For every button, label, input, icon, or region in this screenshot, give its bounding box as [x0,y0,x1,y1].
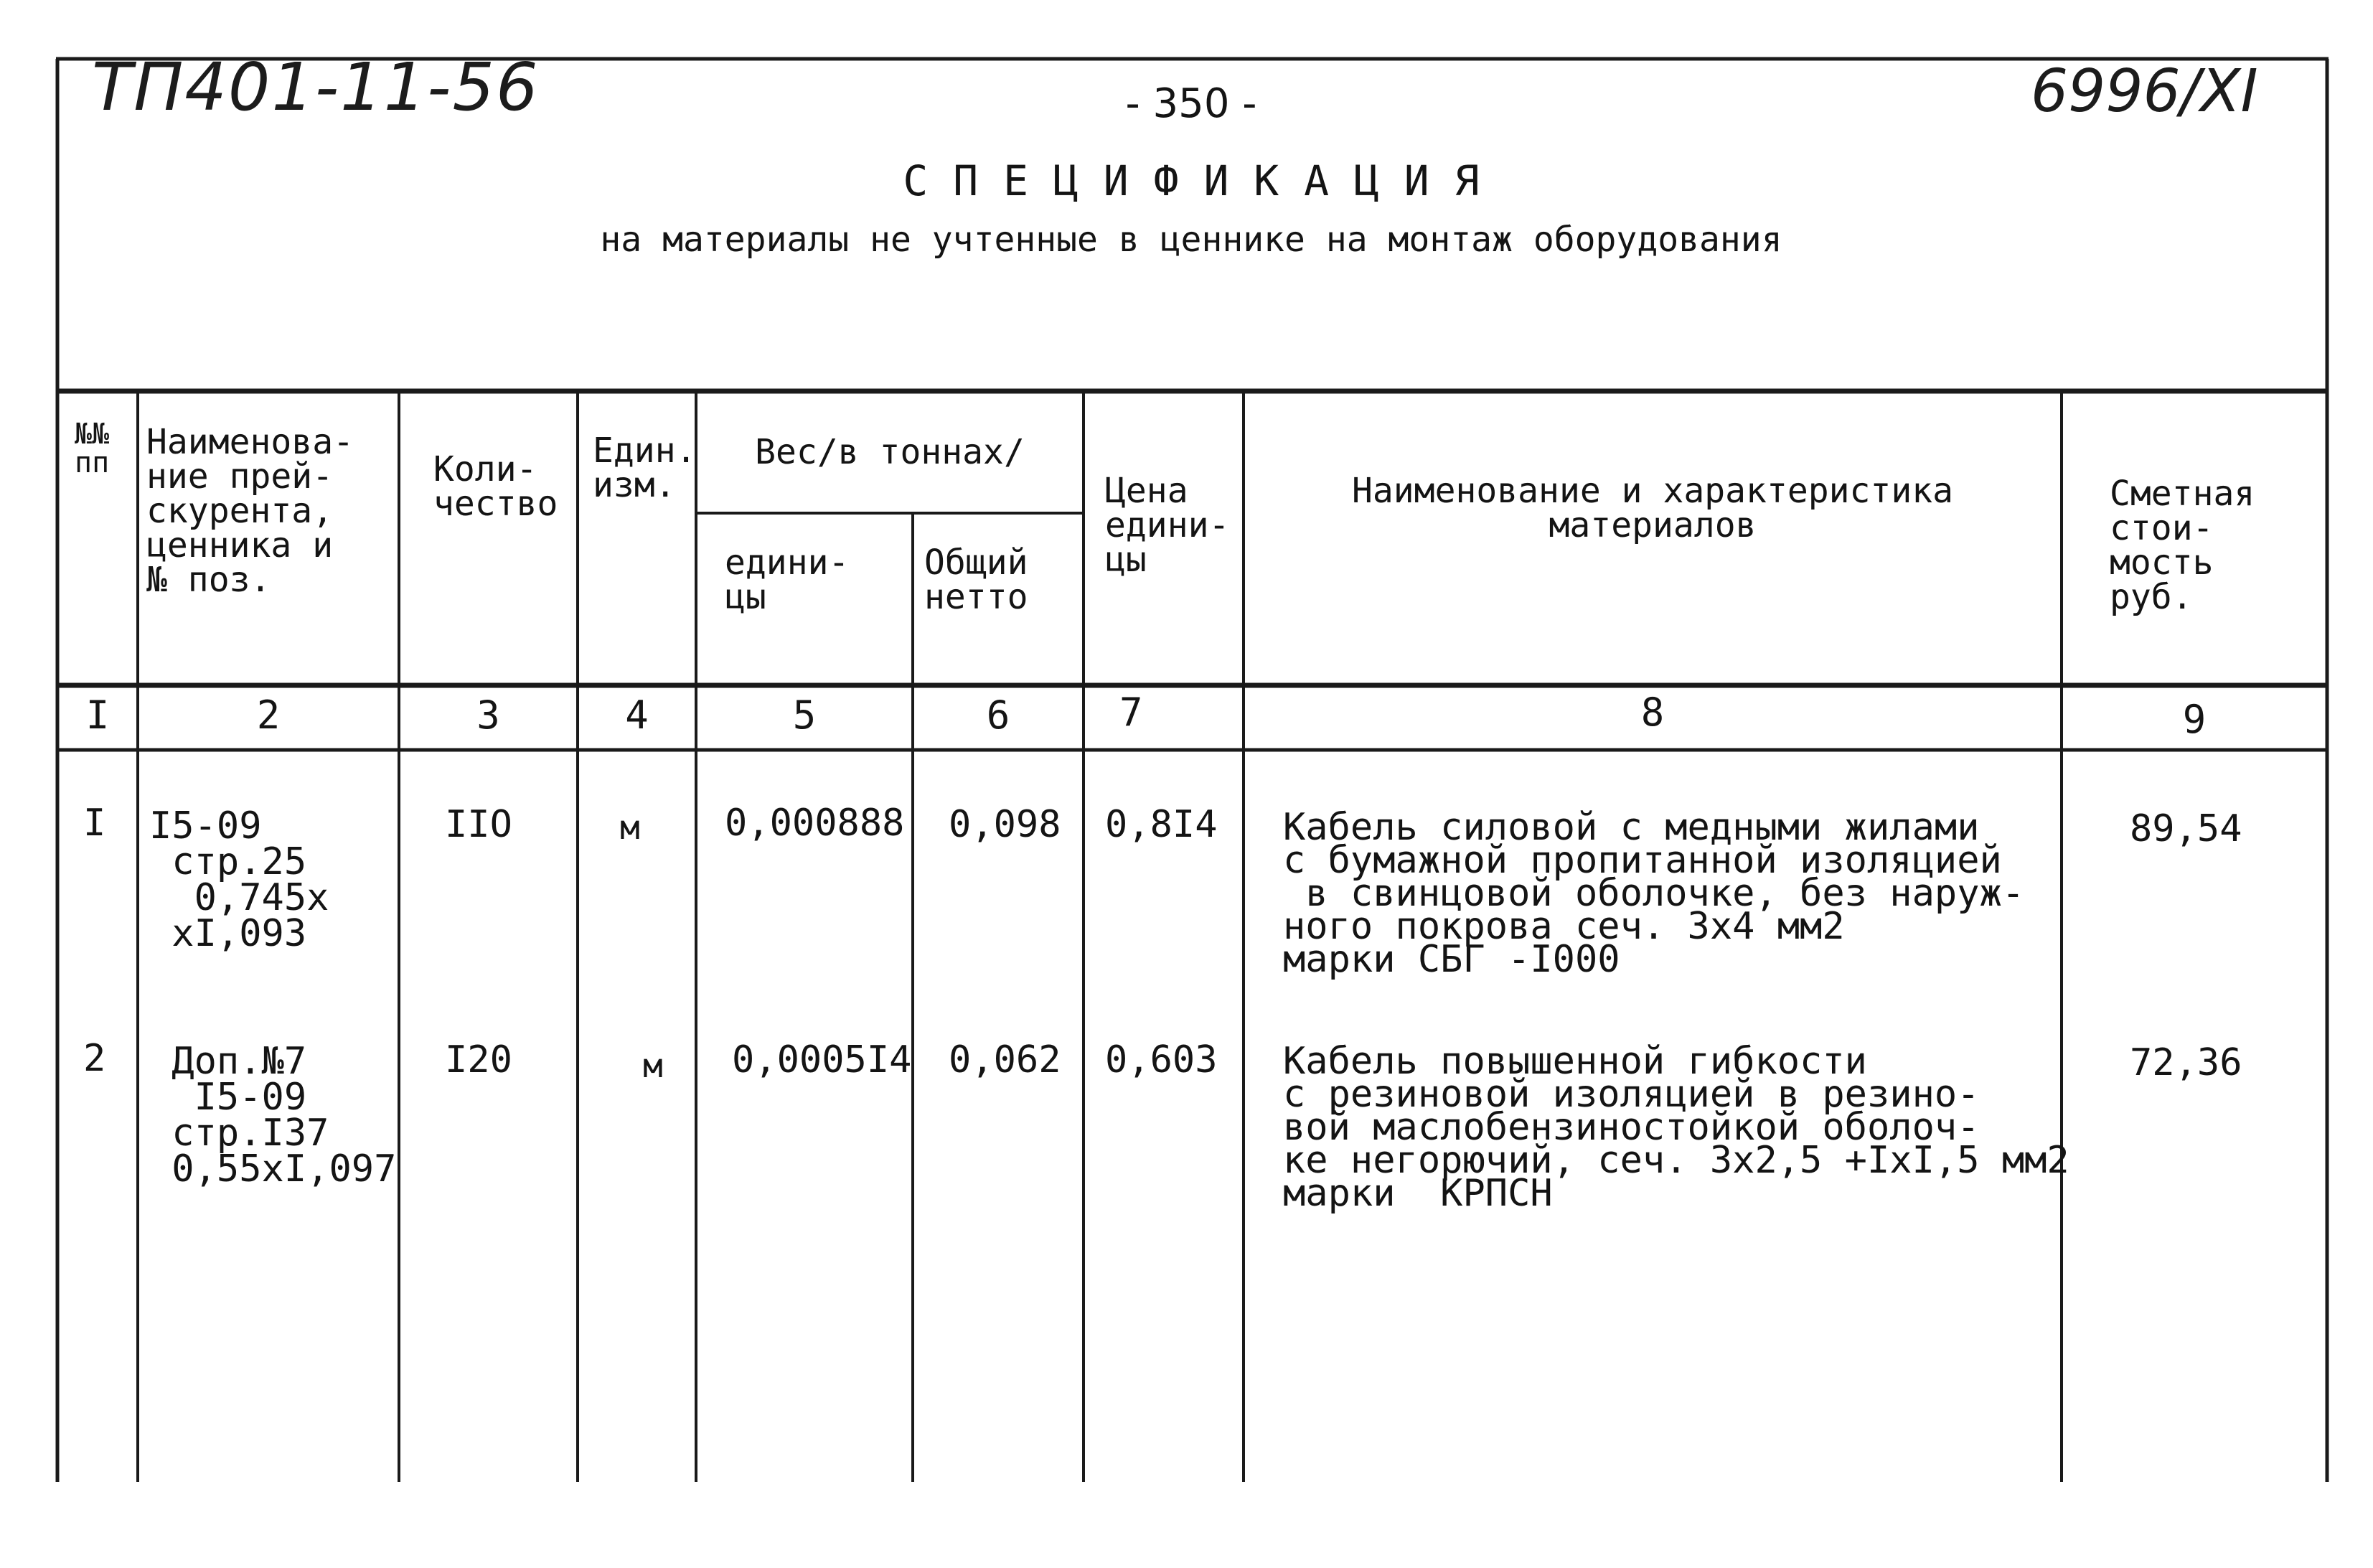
row-1-unit-price: 0,8I4 [1105,803,1218,846]
header-weight-per-unit: едини- цы [725,543,850,617]
column-number-7: 7 [1119,690,1143,735]
header-material: Наименование и характеристика материалов [1351,471,1954,545]
column-number-5: 5 [792,693,817,738]
row-1-material: Кабель силовой с медными жилами с бумажной пропитанной изоляцией в свинцовой оболочке, без наруж- ного покрова сеч. 3х4 мм2 марки СБГ -I000 [1283,806,2025,981]
header-pricelist-name: Наименова- ние прей- скурента, ценника и № поз. [146,422,354,600]
row-1-weight-unit: 0,000888 [725,802,905,845]
column-number-1: I [85,693,110,738]
row-2-material: Кабель повышенной гибкости с резиновой изоляцией в резино- вой маслобензиностойкой оболоч- ке негорючий, сеч. 3х2,5 +IхI,5 мм2 марки КРПСН [1283,1040,2069,1215]
document-code-handwritten: ТП401-11-56 [92,49,540,126]
row-1-weight-total: 0,098 [949,803,1061,846]
document-title: С П Е Ц И Ф И К А Ц И Я [903,156,1480,205]
row-2-estimated-cost: 72,36 [2130,1041,2242,1084]
header-quantity: Коли- чество [433,449,558,524]
document-subtitle: на материалы не учтенные в ценнике на монтаж оборудования [600,220,1782,260]
column-number-6: 6 [986,693,1010,738]
row-2-unit: м [643,1046,663,1085]
row-2-unit-price: 0,603 [1105,1038,1218,1081]
header-unit-price: Цена едини- цы [1105,471,1230,580]
row-1-pricelist: I5-09 стр.25 0,745х хI,093 [149,804,329,955]
column-number-4: 4 [625,693,649,738]
header-unit: Един. изм. [593,431,697,505]
row-2-weight-total: 0,062 [949,1038,1061,1081]
row-1-number: I [83,802,106,845]
column-number-8: 8 [1640,690,1665,735]
header-row-number: №№ пп [75,418,110,479]
row-2-weight-unit: 0,0005I4 [732,1038,912,1081]
header-estimated-cost: Сметная стои- мость руб. [2110,474,2255,617]
row-1-quantity: IIО [445,803,512,846]
column-number-3: 3 [476,693,500,738]
column-number-2: 2 [256,693,281,738]
row-2-pricelist: Доп.№7 I5-09 стр.I37 0,55хI,097 [171,1040,397,1191]
page-number: - 350 - [1125,80,1257,127]
row-1-unit: м [620,808,640,847]
archive-number-handwritten: 6996/XI [2031,57,2258,126]
header-weight: Вес/в тоннах/ [755,432,1025,472]
header-weight-total: Общий нетто [924,543,1028,617]
row-2-number: 2 [83,1037,106,1080]
column-number-9: 9 [2182,697,2207,742]
row-1-estimated-cost: 89,54 [2130,807,2242,850]
row-2-quantity: I20 [445,1038,512,1081]
